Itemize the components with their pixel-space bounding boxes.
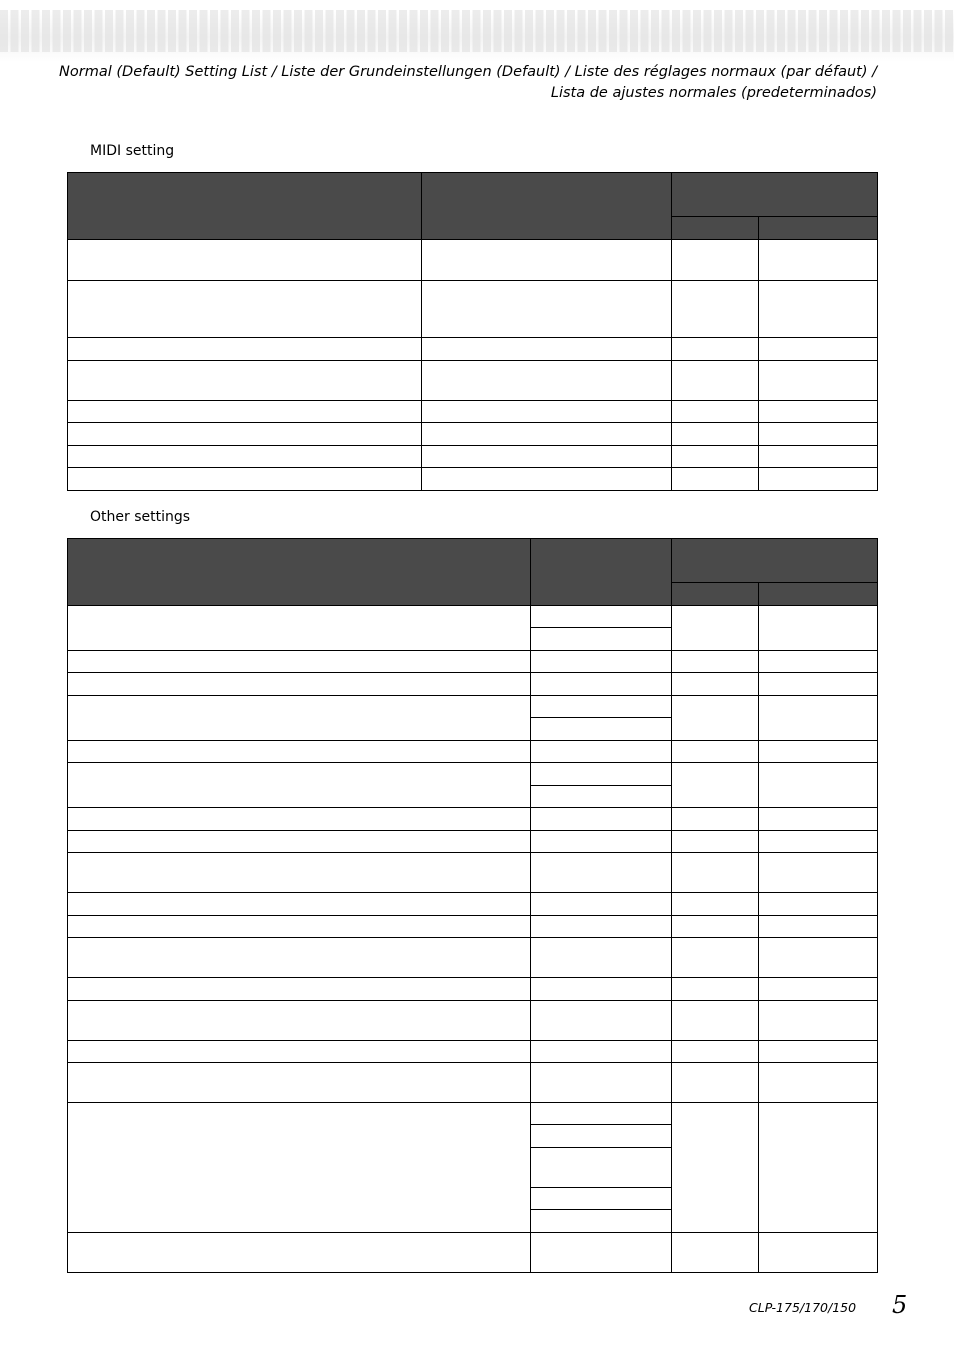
table-row [68, 240, 878, 281]
piano-key-shape [578, 10, 586, 52]
piano-key-shape [431, 10, 439, 52]
piano-key-shape [557, 10, 565, 52]
table-row [68, 763, 878, 786]
piano-key-shape [872, 10, 880, 52]
piano-key-shape [935, 10, 943, 52]
table-row [68, 468, 878, 491]
piano-key-shape [210, 10, 218, 52]
piano-key-shape [683, 10, 691, 52]
table-row [68, 401, 878, 423]
table-row [68, 696, 878, 718]
piano-key-shape [389, 10, 397, 52]
keyboard-header-graphic [0, 0, 954, 62]
piano-key-shape [305, 10, 313, 52]
page-title [57, 62, 877, 104]
piano-key-shape [42, 10, 50, 52]
piano-key-shape [11, 10, 19, 52]
piano-key-shape [494, 10, 502, 52]
table-row [68, 916, 878, 938]
piano-key-shape [84, 10, 92, 52]
piano-key-shape [452, 10, 460, 52]
piano-key-shape [462, 10, 470, 52]
piano-key-shape [273, 10, 281, 52]
piano-key-shape [368, 10, 376, 52]
table-row [68, 1063, 878, 1103]
piano-key-shape [147, 10, 155, 52]
piano-key-shape [74, 10, 82, 52]
table-row [68, 741, 878, 763]
piano-key-shape [903, 10, 911, 52]
piano-key-shape [777, 10, 785, 52]
piano-key-shape [63, 10, 71, 52]
piano-key-shape [546, 10, 554, 52]
piano-key-shape [179, 10, 187, 52]
table-row [68, 1233, 878, 1273]
piano-key-shape [819, 10, 827, 52]
piano-key-shape [830, 10, 838, 52]
table-row [68, 938, 878, 978]
piano-key-shape [567, 10, 575, 52]
piano-key-shape [284, 10, 292, 52]
piano-key-shape [294, 10, 302, 52]
piano-key-shape [0, 10, 8, 52]
piano-key-shape [714, 10, 722, 52]
midi-setting-heading: MIDI setting [90, 143, 175, 159]
piano-key-shape [620, 10, 628, 52]
piano-key-shape [651, 10, 659, 52]
piano-key-shape [861, 10, 869, 52]
piano-key-shape [788, 10, 796, 52]
piano-key-shape [767, 10, 775, 52]
header-cell [759, 217, 878, 240]
piano-key-shape [189, 10, 197, 52]
table-row [68, 1001, 878, 1041]
header-cell [672, 217, 759, 240]
piano-key-shape [483, 10, 491, 52]
header-cell [422, 173, 672, 240]
model-number: CLP-175/170/150 [749, 1300, 857, 1315]
header-cell [759, 583, 878, 606]
table-row [68, 1103, 878, 1125]
table-row [68, 893, 878, 916]
page-number: 5 [892, 1291, 908, 1319]
table-row [68, 978, 878, 1001]
piano-key-shape [357, 10, 365, 52]
piano-key-shape [525, 10, 533, 52]
page-title-line-2: Lista de ajustes normales (predeterminados) [550, 85, 877, 101]
header-cell [672, 583, 759, 606]
piano-key-shape [263, 10, 271, 52]
piano-key-shape [32, 10, 40, 52]
piano-key-shape [515, 10, 523, 52]
table-header-row [68, 173, 878, 217]
table-row [68, 338, 878, 361]
piano-key-shape [399, 10, 407, 52]
header-cell [68, 539, 531, 606]
piano-key-shape [158, 10, 166, 52]
piano-key-shape [893, 10, 901, 52]
midi-setting-table [67, 172, 878, 491]
piano-key-shape [336, 10, 344, 52]
other-settings-heading: Other settings [90, 509, 191, 525]
piano-key-shape [126, 10, 134, 52]
piano-key-shape [693, 10, 701, 52]
table-row [68, 853, 878, 893]
piano-key-shape [851, 10, 859, 52]
piano-keys-decoration [0, 0, 954, 62]
piano-key-shape [599, 10, 607, 52]
header-cell [672, 173, 878, 217]
piano-key-shape [420, 10, 428, 52]
piano-key-shape [105, 10, 113, 52]
piano-key-shape [315, 10, 323, 52]
piano-key-shape [882, 10, 890, 52]
header-cell [672, 539, 878, 583]
piano-key-shape [252, 10, 260, 52]
header-cell [68, 173, 422, 240]
piano-key-shape [441, 10, 449, 52]
piano-key-shape [630, 10, 638, 52]
header-cell [531, 539, 672, 606]
piano-key-shape [473, 10, 481, 52]
piano-key-shape [242, 10, 250, 52]
piano-key-shape [914, 10, 922, 52]
piano-key-shape [840, 10, 848, 52]
table-row [68, 361, 878, 401]
piano-key-shape [116, 10, 124, 52]
table-row [68, 673, 878, 696]
table-row [68, 808, 878, 831]
page-title-line-1: Normal (Default) Setting List / Liste der Grundeinstellungen (Default) / Liste des réglages normaux (par défaut) / [59, 64, 877, 80]
piano-key-shape [504, 10, 512, 52]
piano-key-shape [347, 10, 355, 52]
piano-key-shape [672, 10, 680, 52]
piano-key-shape [725, 10, 733, 52]
table-row [68, 1041, 878, 1063]
piano-key-shape [924, 10, 932, 52]
piano-key-shape [945, 10, 953, 52]
piano-key-shape [378, 10, 386, 52]
piano-key-shape [704, 10, 712, 52]
table-row [68, 651, 878, 673]
piano-key-shape [641, 10, 649, 52]
piano-key-shape [200, 10, 208, 52]
piano-key-shape [137, 10, 145, 52]
piano-key-shape [536, 10, 544, 52]
piano-key-shape [21, 10, 29, 52]
piano-key-shape [95, 10, 103, 52]
table-row [68, 446, 878, 468]
piano-key-shape [756, 10, 764, 52]
piano-key-shape [735, 10, 743, 52]
piano-key-shape [221, 10, 229, 52]
table-row [68, 281, 878, 338]
table-row [68, 423, 878, 446]
piano-key-shape [609, 10, 617, 52]
piano-key-shape [746, 10, 754, 52]
table-row [68, 606, 878, 628]
piano-key-shape [326, 10, 334, 52]
piano-key-shape [798, 10, 806, 52]
other-settings-table [67, 538, 878, 1273]
table-row [68, 831, 878, 853]
table-header-row [68, 539, 878, 583]
piano-key-shape [53, 10, 61, 52]
piano-key-shape [588, 10, 596, 52]
piano-key-shape [231, 10, 239, 52]
piano-key-shape [168, 10, 176, 52]
piano-key-shape [809, 10, 817, 52]
piano-key-shape [410, 10, 418, 52]
piano-key-shape [662, 10, 670, 52]
